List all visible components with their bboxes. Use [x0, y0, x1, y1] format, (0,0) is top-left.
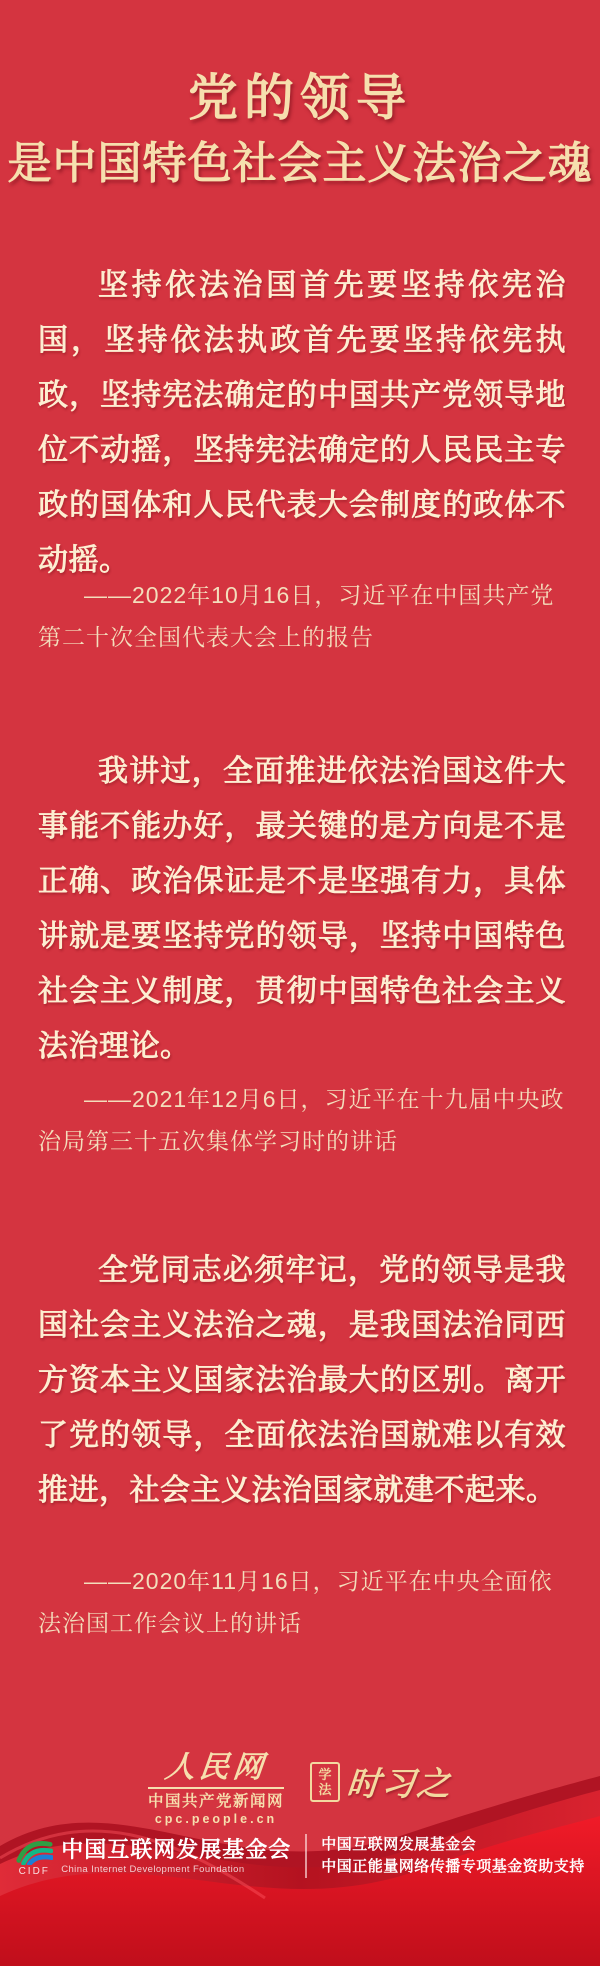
seal-char-top: 学 [318, 1766, 332, 1782]
quote-1-attribution: ——2022年10月16日，习近平在中国共产党第二十次全国代表大会上的报告 [38, 582, 555, 650]
quote-3-text: 全党同志必须牢记，党的领导是我国社会主义法治之魂，是我国法治同西方资本主义国家法治最大的区别。离开了党的领导，全面依法治国就难以有效推进，社会主义法治国家就建不起来。 [38, 1254, 566, 1507]
support-text [321, 1834, 585, 1878]
people-net-logo [148, 1752, 284, 1827]
cidf-arcs-icon [15, 1835, 53, 1865]
people-net-url: cpc.people.cn [154, 1812, 278, 1826]
sponsor-row [0, 1834, 600, 1878]
quote-2-text: 我讲过，全面推进依法治国这件大事能不能办好，最关键的是方向是不是正确、政治保证是不是坚强有力，具体讲就是要坚持党的领导，坚持中国特色社会主义制度，贯彻中国特色社会主义法治理论。 [38, 755, 566, 1063]
title-line-2: 是中国特色社会主义法治之魂 [7, 139, 593, 188]
quote-2-attribution: ——2021年12月6日，习近平在十九届中央政治局第三十五次集体学习时的讲话 [38, 1086, 565, 1154]
cidf-name-en: China Internet Development Foundation [61, 1863, 245, 1875]
support-line-1: 中国互联网发展基金会 [321, 1836, 477, 1853]
cidf-abbr: CIDF [18, 1866, 50, 1877]
shixizhi-logo [310, 1758, 452, 1805]
cidf-logo [15, 1835, 53, 1877]
footer-logos [0, 1752, 600, 1827]
people-net-script-logo: 人民网 [163, 1750, 269, 1785]
people-net-subtitle: 中国共产党新闻网 [148, 1787, 284, 1811]
quote-3-attribution: ——2020年11月16日，习近平在中央全面依法治国工作会议上的讲话 [38, 1568, 553, 1636]
cidf-names [61, 1837, 291, 1876]
seal-char-bottom: 法 [318, 1781, 332, 1797]
support-line-2: 中国正能量网络传播专项基金资助支持 [321, 1858, 585, 1875]
cidf-name-cn: 中国互联网发展基金会 [61, 1836, 292, 1862]
page-title [0, 68, 600, 192]
xuefa-seal-icon [310, 1762, 340, 1802]
sponsor-divider [305, 1834, 307, 1878]
shixizhi-label: 时习之 [345, 1765, 454, 1802]
quote-1-text: 坚持依法治国首先要坚持依宪治国，坚持依法执政首先要坚持依宪执政，坚持宪法确定的中国共产党领导地位不动摇，坚持宪法确定的人民民主专政的国体和人民代表大会制度的政体不动摇。 [38, 269, 566, 577]
title-line-1: 党的领导 [188, 70, 412, 126]
